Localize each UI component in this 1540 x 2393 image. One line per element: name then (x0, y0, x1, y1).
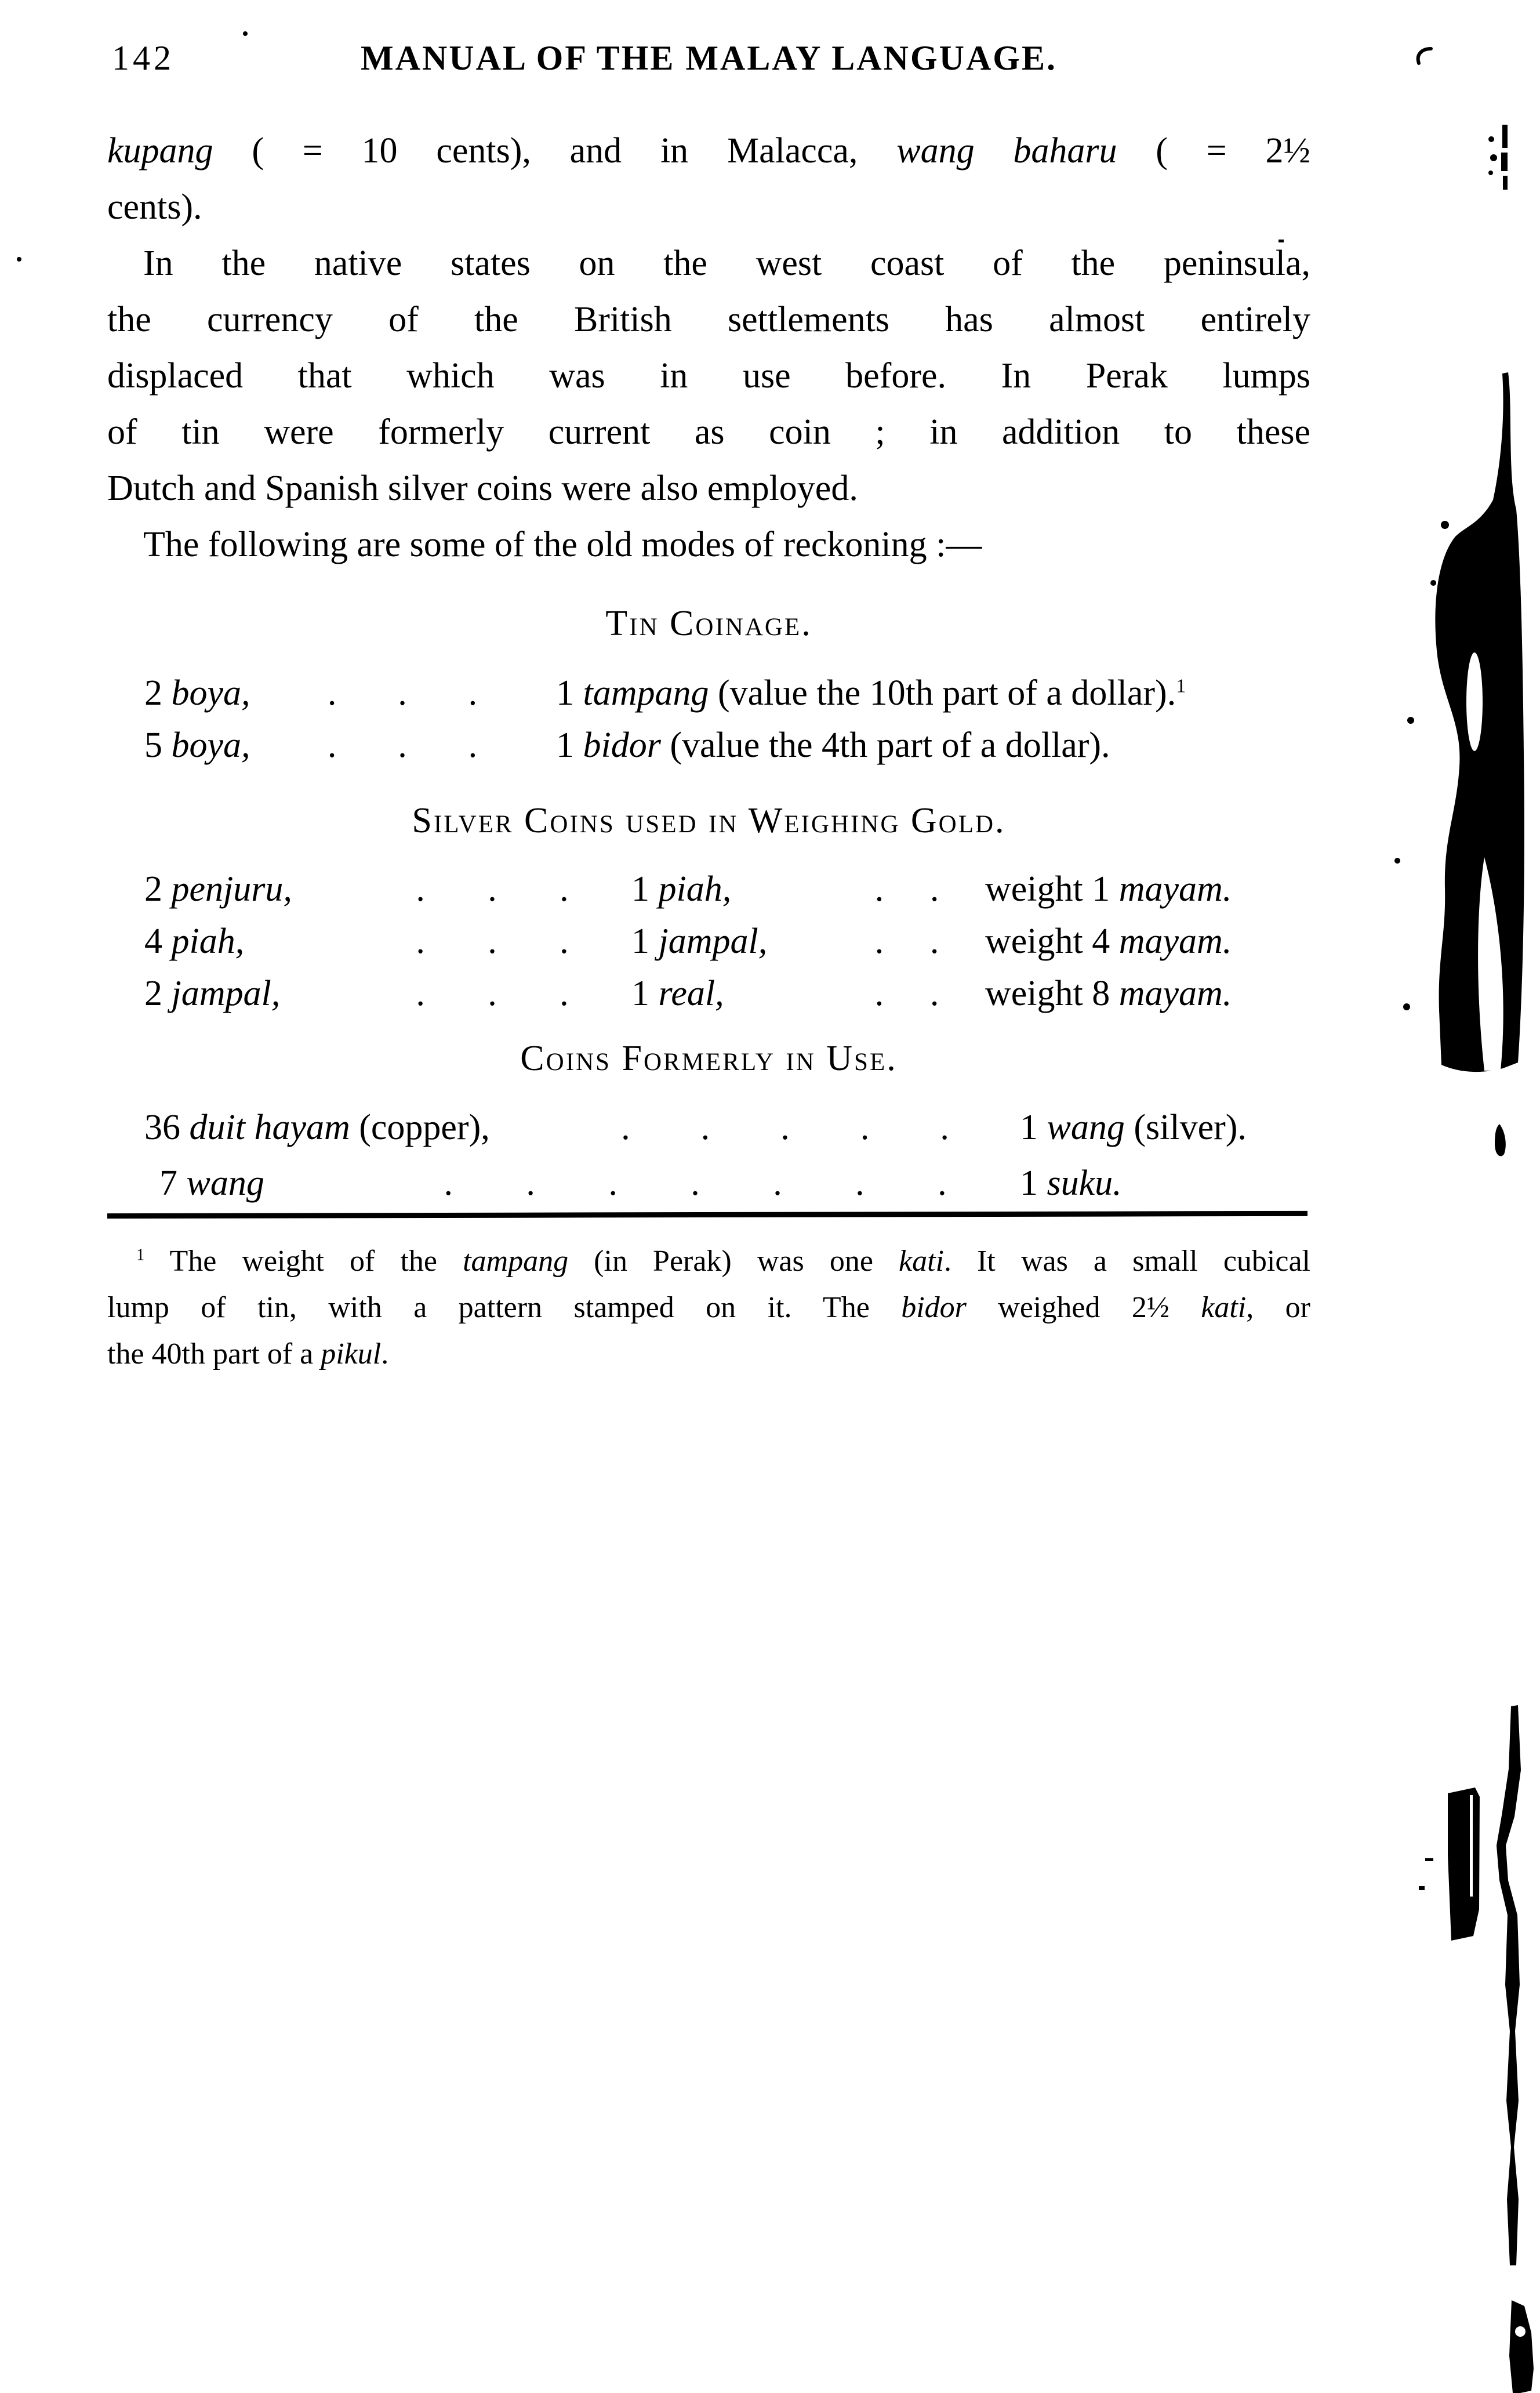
ink-speck-icon (1394, 858, 1400, 864)
table-cell: 1 tampang (value the 10th part of a dollar).$^1$ (556, 673, 1186, 713)
ink-curl-icon (1418, 49, 1431, 63)
ink-teardrop-icon (1495, 1124, 1506, 1156)
text-line: In the native states on the west coast of the peninsula, (143, 244, 1310, 283)
table-cell: 2 boya, (144, 673, 250, 713)
footnote-line: lump of tin, with a pattern stamped on it. The bidor weighed 2½ kati, or (107, 1291, 1310, 1324)
ink-speck-icon (17, 257, 21, 262)
ink-blot-gap (1515, 2326, 1526, 2337)
table-cell: 36 duit hayam (copper), (144, 1108, 490, 1147)
ink-dash-icon (1503, 176, 1508, 190)
ink-speck-icon (1419, 1886, 1425, 1890)
text-line: Dutch and Spanish silver coins were also employed. (107, 469, 858, 508)
ink-speck-icon (243, 31, 248, 36)
text-line: of tin were formerly current as coin ; in addition to these (107, 412, 1310, 452)
ink-speck-icon (1430, 580, 1436, 586)
table-cell: weight 8 mayam. (985, 974, 1232, 1013)
table-row (107, 1155, 1310, 1211)
footnote-line: the 40th part of a pikul. (107, 1337, 389, 1370)
table-row (107, 1100, 1310, 1155)
leader-dots: . . . (416, 869, 569, 909)
ink-dash-icon (1501, 153, 1508, 171)
section-heading-tin-coinage: Tin Coinage. (605, 604, 812, 643)
ink-blot-mid-icon (1448, 1788, 1480, 1941)
table-cell: 1 jampal, (631, 922, 768, 961)
table-cell: 7 wang (159, 1163, 264, 1203)
ink-speck-icon (1441, 521, 1449, 529)
coins-formerly-table (107, 1100, 1310, 1211)
leader-dots: . . . . . (621, 1108, 949, 1147)
ink-blot-gap (1470, 1795, 1473, 1897)
table-row (107, 967, 1310, 1020)
table-cell: 2 penjuru, (144, 869, 292, 909)
ink-speck-icon (1403, 1003, 1410, 1010)
silver-coins-table (107, 863, 1310, 1020)
table-cell: weight 4 mayam. (985, 922, 1232, 961)
ink-speck-icon (1490, 154, 1497, 161)
section-heading-silver-coins: Silver Coins used in Weighing Gold. (412, 801, 1006, 840)
table-cell: weight 1 mayam. (985, 869, 1232, 909)
ink-dash-icon (1502, 125, 1508, 148)
page-number: 142 (112, 39, 175, 77)
text-line: The following are some of the old modes of reckoning :— (143, 525, 982, 564)
table-row (107, 863, 1310, 915)
text-line: kupang ( = 10 cents), and in Malacca, wang baharu ( = 2½ (107, 131, 1310, 171)
ink-speck-icon (1425, 1858, 1433, 1861)
footnote (107, 1238, 1310, 1377)
text-line: cents). (107, 187, 202, 227)
tin-coinage-table (107, 667, 1310, 771)
leader-dots: . . . (327, 673, 478, 713)
page-content (107, 123, 1310, 1377)
ink-smudge-large-icon (1435, 372, 1524, 1072)
ink-blot-bottom-icon (1509, 2300, 1534, 2393)
table-row (107, 667, 1310, 719)
ink-streak-icon (1497, 1705, 1521, 2265)
footnote-line: $^1$ The weight of the tampang (in Perak) was one kati. It was a small cubical (136, 1245, 1310, 1278)
table-cell: 1 real, (631, 974, 724, 1013)
table-row (107, 915, 1310, 967)
text-line: the currency of the British settlements has almost entirely (107, 300, 1310, 339)
leader-dots: . . (874, 869, 939, 909)
leader-dots: . . . . . . . (444, 1163, 947, 1203)
ink-speck-icon (1407, 717, 1414, 724)
footnote-rule (107, 1211, 1307, 1219)
table-cell: 1 suku. (1020, 1163, 1122, 1203)
table-cell: 1 piah, (631, 869, 732, 909)
table-cell: 2 jampal, (144, 974, 281, 1013)
leader-dots: . . (874, 922, 939, 961)
leader-dots: . . . (327, 726, 478, 765)
table-cell: 1 bidor (value the 4th part of a dollar). (556, 726, 1110, 765)
ink-speck-icon (1488, 171, 1493, 175)
text-line: displaced that which was in use before. In Perak lumps (107, 356, 1310, 396)
ink-smudge-gap (1478, 857, 1503, 1071)
leader-dots: . . . (416, 922, 569, 961)
table-cell: 4 piah, (144, 922, 245, 961)
ink-speck-icon (1488, 136, 1494, 142)
table-cell: 5 boya, (144, 726, 250, 765)
section-heading-coins-formerly: Coins Formerly in Use. (520, 1039, 898, 1078)
table-row (107, 719, 1310, 771)
page-header (107, 38, 1310, 79)
leader-dots: . . . (416, 974, 569, 1013)
table-cell: 1 wang (silver). (1020, 1108, 1247, 1147)
leader-dots: . . (874, 974, 939, 1013)
running-title: MANUAL OF THE MALAY LANGUAGE. (361, 39, 1057, 77)
ink-smudge-gap (1466, 652, 1483, 751)
